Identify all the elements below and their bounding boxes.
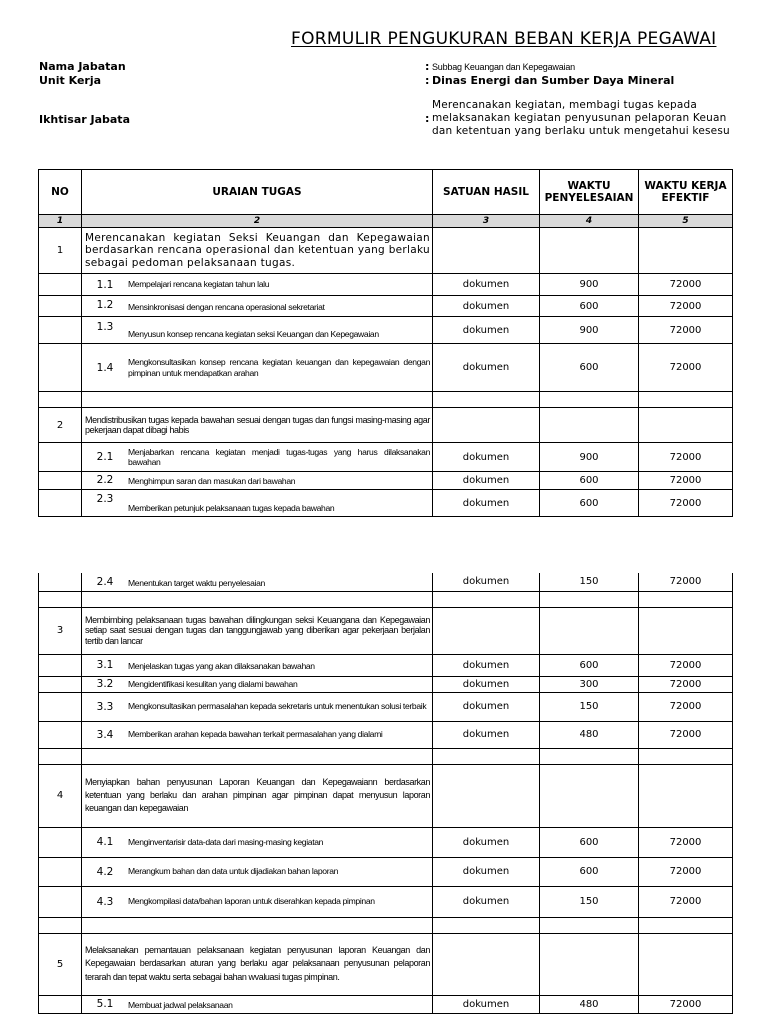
ikhtisar-line-3: dan ketentuan yang berlaku untuk mengetahui kesesu [432, 125, 730, 137]
satuan-cell: dokumen [433, 344, 540, 392]
waktu-cell: 600 [540, 654, 639, 676]
table-row [39, 607, 733, 654]
subtask-description: Mengidentifikasi kesulitan yang dialami bawahan [128, 679, 298, 689]
table-row [39, 721, 733, 748]
table-row [39, 764, 733, 827]
header-uraian: URAIAN TUGAS [82, 170, 433, 215]
empty-row [39, 748, 733, 764]
subtask-description: Mengkonsultasikan konsep rencana kegiatan keuangan dan kepegawaian dengan pimpinan untuk mendapatkan arahan [128, 357, 430, 378]
efektif-cell: 72000 [639, 827, 733, 857]
efektif-cell: 72000 [639, 443, 733, 472]
unit-kerja-label: Unit Kerja [39, 74, 102, 87]
unit-kerja-colon: : [425, 74, 430, 87]
task-number: 1 [39, 228, 82, 274]
table-row [39, 490, 733, 517]
empty-row [39, 917, 733, 933]
subtask-number: 3.1 [96, 658, 114, 671]
subtask-description: Memberikan arahan kepada bawahan terkait permasalahan yang dialami [128, 729, 383, 740]
subtask-description: Memberikan petunjuk pelaksanaan tugas kepada bawahan [128, 502, 335, 513]
col-number: 3 [433, 215, 540, 228]
table-row [39, 274, 733, 296]
table-row [39, 573, 733, 591]
nama-jabatan-label: Nama Jabatan [39, 60, 126, 73]
table-row [39, 827, 733, 857]
header-no: NO [39, 170, 82, 215]
satuan-cell: dokumen [433, 886, 540, 917]
workload-table-page1 [38, 169, 729, 517]
unit-kerja-value: Dinas Energi dan Sumber Daya Mineral [432, 74, 675, 87]
satuan-cell: dokumen [433, 443, 540, 472]
waktu-cell: 480 [540, 721, 639, 748]
subtask-number: 4.2 [96, 865, 114, 878]
waktu-cell: 600 [540, 472, 639, 490]
table-row [39, 296, 733, 317]
task-number: 2 [39, 408, 82, 443]
task-description: Membimbing pelaksanaan tugas bawahan dilingkungan seksi Keuangana dan Kepegawaian setiap saat sesuai dengan tugas dan tanggungjawab yang diberikan agar pekerjaan berjalan tertib dan lancar [82, 607, 433, 654]
efektif-cell: 72000 [639, 857, 733, 886]
efektif-cell: 72000 [639, 317, 733, 344]
subtask-description: Menghimpun saran dan masukan dari bawahan [128, 476, 296, 487]
task-description: Mendistribusikan tugas kepada bawahan sesuai dengan tugas dan fungsi masing-masing agar pekerjaan dapat dibagi habis [82, 408, 433, 443]
satuan-cell: dokumen [433, 654, 540, 676]
task-number: 3 [39, 607, 82, 654]
waktu-cell: 900 [540, 274, 639, 296]
subtask-description: Mempelajari rencana kegiatan tahun lalu [128, 278, 270, 289]
table-row [39, 472, 733, 490]
table-row [39, 228, 733, 274]
subtask-number: 3.3 [96, 700, 114, 713]
efektif-cell: 72000 [639, 654, 733, 676]
table-row [39, 933, 733, 995]
subtask-number: 4.1 [96, 836, 114, 848]
efektif-cell: 72000 [639, 296, 733, 317]
nama-jabatan-colon: : [425, 60, 430, 73]
waktu-cell: 600 [540, 296, 639, 317]
subtask-description: Mensinkronisasi dengan rencana operasional sekretariat [128, 302, 325, 313]
efektif-cell: 72000 [639, 573, 733, 591]
task-description: Melaksanakan pemantauan pelaksanaan kegiatan penyusunan laporan Keuangan dan Kepegawaian berdasarkan aturan yang berlaku agar pelaksanaan penyusunan pelaporan terarah dan tepat waktu serta sebagai bahan wvaluasi tugas pimpinan. [82, 933, 433, 995]
ikhtisar-line-2: melaksanakan kegiatan penyusunan pelaporan Keuan [432, 112, 727, 124]
efektif-cell: 72000 [639, 490, 733, 517]
ikhtisar-line-1: Merencanakan kegiatan, membagi tugas kepada [432, 99, 697, 111]
nama-jabatan-value: Subbag Keuangan dan Kepegawaian [432, 62, 575, 72]
task-description: Merencanakan kegiatan Seksi Keuangan dan Kepegawaian berdasarkan rencana operasional dan ketentuan yang berlaku sebagai pedoman pelaksanaan tugas. [82, 228, 433, 274]
table-row [39, 886, 733, 917]
col-number: 2 [82, 215, 433, 228]
header-efektif: WAKTU KERJA EFEKTIF [639, 170, 733, 215]
table-row [39, 408, 733, 443]
subtask-number: 5.1 [96, 997, 114, 1010]
subtask-description: Menginventarisir data-data dari masing-masing kegiatan [128, 836, 324, 847]
header-waktu: WAKTU PENYELESAIAN [540, 170, 639, 215]
subtask-number: 4.3 [96, 895, 114, 908]
table-row [39, 857, 733, 886]
form-title: FORMULIR PENGUKURAN BEBAN KERJA PEGAWAI [291, 29, 717, 49]
satuan-cell: dokumen [433, 857, 540, 886]
subtask-description: Menentukan target waktu penyelesaian [128, 577, 265, 588]
col-number: 5 [639, 215, 733, 228]
subtask-description: Mengkonsultasikan permasalahan kepada sekretaris untuk menentukan solusi terbaik [128, 701, 427, 712]
efektif-cell: 72000 [639, 344, 733, 392]
waktu-cell: 600 [540, 827, 639, 857]
waktu-cell: 600 [540, 490, 639, 517]
header-satuan: SATUAN HASIL [433, 170, 540, 215]
satuan-cell: dokumen [433, 721, 540, 748]
subtask-description: Merangkum bahan dan data untuk dijadiakan bahan laporan [128, 866, 339, 877]
efektif-cell: 72000 [639, 886, 733, 917]
satuan-cell: dokumen [433, 676, 540, 692]
subtask-description: Menjabarkan rencana kegiatan menjadi tugas-tugas yang harus dilaksanakan bawahan [128, 446, 430, 467]
satuan-cell: dokumen [433, 827, 540, 857]
subtask-number: 1.2 [96, 299, 114, 312]
satuan-cell: dokumen [433, 296, 540, 317]
subtask-description: Menyusun konsep rencana kegiatan seksi Keuangan dan Kepegawaian [128, 328, 379, 339]
ikhtisar-label: Ikhtisar Jabata [39, 113, 130, 126]
waktu-cell: 150 [540, 692, 639, 721]
ikhtisar-colon: : [425, 112, 430, 125]
satuan-cell: dokumen [433, 490, 540, 517]
efektif-cell: 72000 [639, 721, 733, 748]
satuan-cell: dokumen [433, 274, 540, 296]
subtask-description: Menjelaskan tugas yang akan dilaksanakan bawahan [128, 660, 315, 671]
table-row [39, 676, 733, 692]
task-description: Menyiapkan bahan penyusunan Laporan Keuangan dan Kepegawaiann berdasarkan ketentuan yang berlaku dan arahan pimpinan agar pimpinan dapat menyusun laporan keuangan dan kepegawaian [82, 764, 433, 827]
waktu-cell: 900 [540, 317, 639, 344]
waktu-cell: 600 [540, 857, 639, 886]
subtask-number: 1.3 [96, 320, 114, 333]
waktu-cell: 480 [540, 995, 639, 1013]
satuan-cell: dokumen [433, 692, 540, 721]
satuan-cell: dokumen [433, 472, 540, 490]
table-row [39, 317, 733, 344]
subtask-number: 2.3 [96, 492, 114, 505]
waktu-cell: 150 [540, 886, 639, 917]
table-row [39, 995, 733, 1013]
satuan-cell: dokumen [433, 573, 540, 591]
satuan-cell: dokumen [433, 317, 540, 344]
table-row [39, 654, 733, 676]
waktu-cell: 300 [540, 676, 639, 692]
subtask-number: 1.4 [96, 361, 114, 374]
efektif-cell: 72000 [639, 676, 733, 692]
table-row [39, 692, 733, 721]
subtask-number: 2.2 [96, 474, 114, 487]
satuan-cell: dokumen [433, 995, 540, 1013]
waktu-cell: 150 [540, 573, 639, 591]
task-number: 4 [39, 764, 82, 827]
subtask-number: 3.4 [96, 728, 114, 741]
table-row [39, 443, 733, 472]
subtask-description: Membuat jadwal pelaksanaan [128, 999, 233, 1010]
subtask-description: Mengkompilasi data/bahan laporan untuk diserahkan kepada pimpinan [128, 896, 375, 907]
subtask-number: 1.1 [96, 278, 114, 291]
col-number: 1 [39, 215, 82, 228]
table-row [39, 344, 733, 392]
empty-row [39, 591, 733, 607]
waktu-cell: 900 [540, 443, 639, 472]
empty-row [39, 392, 733, 408]
col-number: 4 [540, 215, 639, 228]
efektif-cell: 72000 [639, 274, 733, 296]
efektif-cell: 72000 [639, 692, 733, 721]
subtask-number: 2.4 [96, 575, 114, 588]
efektif-cell: 72000 [639, 472, 733, 490]
waktu-cell: 600 [540, 344, 639, 392]
subtask-number: 3.2 [96, 678, 114, 690]
efektif-cell: 72000 [639, 995, 733, 1013]
subtask-number: 2.1 [96, 451, 114, 463]
workload-table-page2 [38, 573, 729, 1014]
task-number: 5 [39, 933, 82, 995]
